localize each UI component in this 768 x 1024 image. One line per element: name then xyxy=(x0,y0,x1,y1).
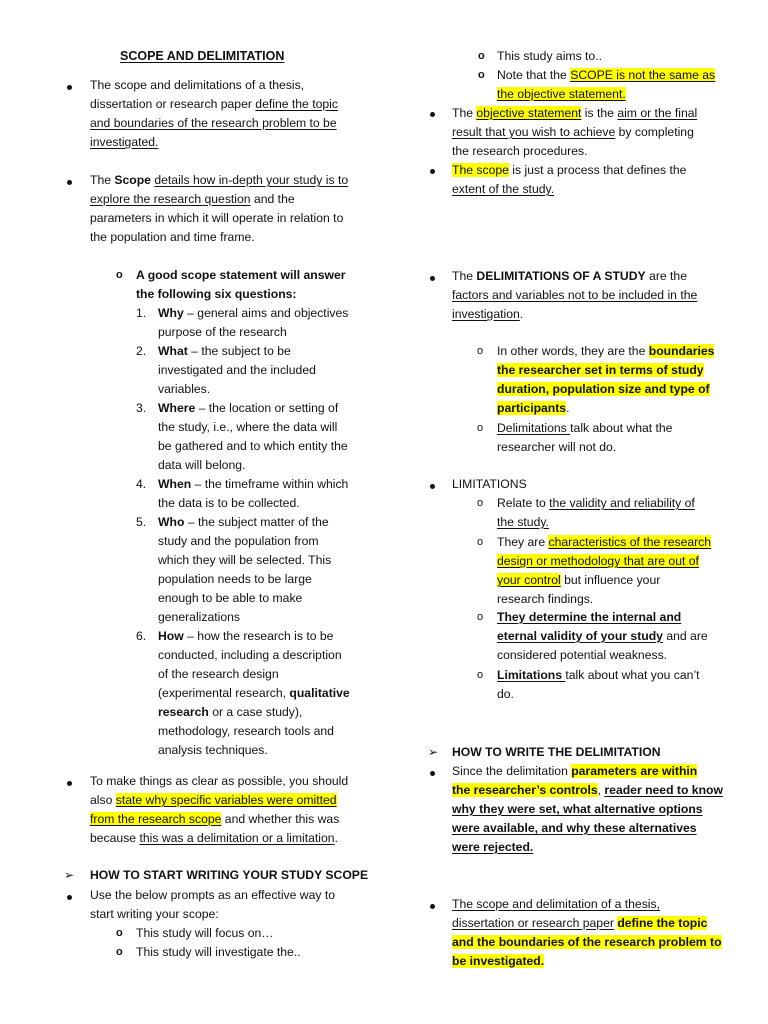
text-run: define the topic xyxy=(255,97,338,111)
text-run: and the boundaries of the research problem to xyxy=(452,935,722,949)
text-run: Relate to xyxy=(497,496,550,510)
text-line xyxy=(158,684,350,703)
text-line xyxy=(90,228,255,247)
text-line xyxy=(158,532,319,551)
text-line xyxy=(452,819,697,838)
text-run: the study. xyxy=(497,515,549,529)
list-number: 2. xyxy=(136,344,147,358)
text-run: To make things as clear as possible, you should xyxy=(90,774,349,788)
text-run: considered potential weakness. xyxy=(497,648,668,662)
text-line xyxy=(158,323,287,342)
how-to-write-heading: HOW TO WRITE THE DELIMITATION xyxy=(452,745,661,759)
text-line xyxy=(90,905,219,924)
text-run: are the xyxy=(645,269,687,283)
text-line xyxy=(497,685,514,704)
text-line xyxy=(158,741,268,760)
text-run: extent of the study. xyxy=(452,182,555,196)
bullet-icon xyxy=(67,180,72,185)
text-run: why they were set, what alternative options xyxy=(452,802,703,816)
text-run: data will belong. xyxy=(158,458,246,472)
text-line xyxy=(158,513,329,532)
text-run: Scope xyxy=(114,173,151,187)
text-run: the researcher set in terms of study xyxy=(497,363,704,377)
text-run: The xyxy=(452,106,477,120)
text-line xyxy=(497,513,549,532)
prompt-item: This study will investigate the.. xyxy=(136,945,301,959)
text-line xyxy=(497,361,704,380)
list-number: 1. xyxy=(136,306,147,320)
text-run: and boundaries of the research problem to be xyxy=(90,116,337,130)
text-run: DELIMITATIONS OF A STUDY xyxy=(476,269,646,283)
text-line xyxy=(158,418,337,437)
text-run: the following six questions: xyxy=(136,287,297,301)
circle-bullet-icon: o xyxy=(477,611,484,623)
bullet-icon xyxy=(430,169,435,174)
text-run: researcher will not do. xyxy=(497,440,617,454)
text-run: and are xyxy=(662,629,708,643)
text-line xyxy=(158,589,302,608)
text-line xyxy=(158,475,348,494)
text-run: parameters are within xyxy=(571,764,698,778)
list-number: 3. xyxy=(136,401,147,415)
text-run: but influence your xyxy=(560,573,661,587)
text-run: In other words, they are the xyxy=(497,344,649,358)
text-line xyxy=(497,494,695,513)
text-line xyxy=(497,590,593,609)
text-line xyxy=(452,180,554,199)
text-run: the data is to be collected. xyxy=(158,496,300,510)
text-line xyxy=(158,722,334,741)
text-line xyxy=(90,810,339,829)
text-run: investigated and the included xyxy=(158,363,316,377)
circle-bullet-icon: o xyxy=(116,269,123,281)
text-run: research findings. xyxy=(497,592,594,606)
text-run: – the location or setting of xyxy=(195,401,339,415)
text-run: methodology, research tools and xyxy=(158,724,334,738)
text-run: . xyxy=(519,307,524,321)
text-run: They determine the internal and xyxy=(497,610,682,624)
text-line xyxy=(452,838,533,857)
text-run: – how the research is to be xyxy=(183,629,334,643)
text-run: research xyxy=(158,705,209,719)
page-title: SCOPE AND DELIMITATION xyxy=(120,49,285,63)
text-run: factors and variables not to be included in the xyxy=(452,288,698,302)
text-run: investigated. xyxy=(90,135,159,149)
text-line xyxy=(497,419,672,438)
circle-bullet-icon: o xyxy=(477,345,484,357)
bullet-icon xyxy=(67,895,72,900)
text-run: This study aims to.. xyxy=(497,49,602,63)
bullet-icon xyxy=(67,781,72,786)
text-line xyxy=(158,304,348,323)
text-run: do. xyxy=(497,687,514,701)
text-run: The scope and delimitation of a thesis, xyxy=(452,897,660,911)
text-run: analysis techniques. xyxy=(158,743,268,757)
text-line xyxy=(158,342,291,361)
text-line xyxy=(452,781,723,800)
text-run: by completing xyxy=(615,125,694,139)
text-run: How xyxy=(158,629,184,643)
text-line xyxy=(452,952,544,971)
bullet-icon xyxy=(430,484,435,489)
text-run: eternal validity of your study xyxy=(497,629,663,643)
text-run: Use the below prompts as an effective way to xyxy=(90,888,336,902)
circle-bullet-icon: o xyxy=(477,422,484,434)
text-line xyxy=(158,399,338,418)
text-line xyxy=(497,47,602,66)
text-line xyxy=(158,437,348,456)
text-line xyxy=(158,380,210,399)
text-run: be gathered and to which entity the xyxy=(158,439,348,453)
how-to-start-heading: HOW TO START WRITING YOUR STUDY SCOPE xyxy=(90,868,369,882)
text-line xyxy=(452,305,523,324)
text-run: reader need to know xyxy=(604,783,723,797)
arrow-bullet-icon: ➢ xyxy=(64,868,75,882)
circle-bullet-icon: o xyxy=(478,69,485,81)
text-run: were available, and why these alternatives xyxy=(452,821,697,835)
text-run: result that you wish to achieve xyxy=(452,125,616,139)
list-number: 4. xyxy=(136,477,147,491)
text-run: your control xyxy=(497,573,561,587)
text-line xyxy=(497,66,715,85)
text-run: Limitations xyxy=(497,668,566,682)
text-run: dissertation or research paper xyxy=(452,916,614,930)
text-run: Delimitations xyxy=(497,421,571,435)
circle-bullet-icon: o xyxy=(116,946,123,958)
text-run: the objective statement. xyxy=(497,87,626,101)
text-run: – general aims and objectives xyxy=(183,306,349,320)
text-line xyxy=(452,123,694,142)
text-line xyxy=(158,570,312,589)
text-run: The scope xyxy=(452,163,509,177)
text-line xyxy=(90,133,158,152)
text-run: investigation xyxy=(452,307,520,321)
text-run: – the subject matter of the xyxy=(184,515,329,529)
text-run: – the subject to be xyxy=(187,344,291,358)
text-run: . xyxy=(566,401,570,415)
text-run: were rejected. xyxy=(452,840,534,854)
text-line xyxy=(497,399,569,418)
text-line xyxy=(90,95,338,114)
text-run: talk about what you can’t xyxy=(565,668,700,682)
text-run: SCOPE is not the same as xyxy=(570,68,716,82)
text-line xyxy=(452,104,697,123)
bullet-icon xyxy=(430,112,435,117)
text-line xyxy=(158,627,333,646)
text-line xyxy=(90,190,295,209)
text-line xyxy=(136,266,346,285)
text-line xyxy=(497,533,711,552)
text-run: boundaries xyxy=(648,344,715,358)
text-run: participants xyxy=(497,401,567,415)
text-run: population needs to be large xyxy=(158,572,312,586)
text-line xyxy=(452,933,722,952)
text-line xyxy=(497,85,626,104)
text-line xyxy=(158,608,240,627)
circle-bullet-icon: o xyxy=(477,669,484,681)
text-line xyxy=(452,161,686,180)
text-run: . xyxy=(334,831,338,845)
text-run: purpose of the research xyxy=(158,325,287,339)
list-number: 6. xyxy=(136,629,147,643)
text-line xyxy=(452,762,697,781)
text-line xyxy=(497,438,616,457)
text-run: which they will be selected. This xyxy=(158,553,332,567)
circle-bullet-icon: o xyxy=(116,927,123,939)
text-run: They are xyxy=(497,535,549,549)
text-run: or a case study), xyxy=(208,705,303,719)
text-run: parameters in which it will operate in relation to xyxy=(90,211,344,225)
text-line xyxy=(158,456,245,475)
text-run: talk about what the xyxy=(570,421,673,435)
text-run: generalizations xyxy=(158,610,240,624)
text-run: of the research design xyxy=(158,667,279,681)
text-line xyxy=(136,285,296,304)
text-line xyxy=(497,627,708,646)
text-line xyxy=(452,286,697,305)
text-run: conducted, including a description xyxy=(158,648,342,662)
text-run: be investigated. xyxy=(452,954,545,968)
text-line xyxy=(158,361,316,380)
text-run: duration, population size and type of xyxy=(497,382,710,396)
text-run: design or methodology that are out of xyxy=(497,554,699,568)
text-run: What xyxy=(158,344,188,358)
text-run: Note that the xyxy=(497,68,571,82)
text-run: the researcher’s controls xyxy=(452,783,598,797)
text-run: is the xyxy=(581,106,618,120)
text-run: define the topic xyxy=(617,916,708,930)
text-run: this was a delimitation or a limitation xyxy=(139,831,335,845)
text-line xyxy=(158,551,331,570)
text-line xyxy=(90,772,348,791)
text-line xyxy=(90,209,343,228)
text-run: (experimental research, xyxy=(158,686,290,700)
text-run: Why xyxy=(158,306,184,320)
text-run: When xyxy=(158,477,192,491)
text-run: enough to be able to make xyxy=(158,591,303,605)
text-run: characteristics of the research xyxy=(548,535,712,549)
text-line xyxy=(90,886,335,905)
text-run: A good scope statement will answer xyxy=(136,268,346,282)
text-run: explore the research question xyxy=(90,192,251,206)
text-run: aim or the final xyxy=(617,106,698,120)
text-line xyxy=(497,552,699,571)
text-line xyxy=(158,646,342,665)
text-run: objective statement xyxy=(476,106,582,120)
text-run: the research procedures. xyxy=(452,144,588,158)
bullet-icon xyxy=(430,276,435,281)
text-run: Since the delimitation xyxy=(452,764,572,778)
text-line xyxy=(452,142,588,161)
bullet-icon xyxy=(67,85,72,90)
text-run: from the research scope xyxy=(90,812,222,826)
text-line xyxy=(90,829,338,848)
text-run: state why specific variables were omitted xyxy=(115,793,337,807)
text-run: because xyxy=(90,831,140,845)
text-line xyxy=(452,800,703,819)
text-run: , xyxy=(597,783,605,797)
text-line xyxy=(90,114,337,133)
text-run: details how in-depth your study is to xyxy=(154,173,349,187)
text-line xyxy=(90,171,348,190)
text-run: The scope and delimitations of a thesis, xyxy=(90,78,305,92)
text-line xyxy=(158,665,279,684)
text-line xyxy=(452,267,687,286)
text-run: the study, i.e., where the data will xyxy=(158,420,338,434)
text-line xyxy=(90,791,337,810)
bullet-icon xyxy=(430,904,435,909)
text-line xyxy=(497,646,667,665)
text-run: is just a process that defines the xyxy=(508,163,687,177)
bullet-icon xyxy=(430,771,435,776)
text-run: and whether this was xyxy=(221,812,340,826)
text-line xyxy=(452,895,660,914)
text-line xyxy=(158,494,300,513)
text-line xyxy=(158,703,302,722)
text-run: also xyxy=(90,793,116,807)
text-run: and the xyxy=(250,192,295,206)
circle-bullet-icon: o xyxy=(478,50,485,62)
circle-bullet-icon: o xyxy=(477,536,484,548)
circle-bullet-icon: o xyxy=(477,497,484,509)
text-run: dissertation or research paper xyxy=(90,97,256,111)
text-run: Who xyxy=(158,515,185,529)
list-number: 5. xyxy=(136,515,147,529)
text-run: study and the population from xyxy=(158,534,319,548)
text-line xyxy=(497,380,710,399)
text-run: the population and time frame. xyxy=(90,230,255,244)
text-run: start writing your scope: xyxy=(90,907,219,921)
text-run: variables. xyxy=(158,382,211,396)
prompt-item: This study will focus on… xyxy=(136,926,274,940)
text-line xyxy=(497,608,681,627)
text-line xyxy=(452,914,707,933)
text-run: qualitative xyxy=(289,686,350,700)
text-line xyxy=(497,342,714,361)
text-line xyxy=(497,666,700,685)
text-line xyxy=(90,76,304,95)
arrow-bullet-icon: ➢ xyxy=(428,745,439,759)
text-run: Where xyxy=(158,401,196,415)
text-run: – the timeframe within which xyxy=(191,477,349,491)
limitations-heading: LIMITATIONS xyxy=(452,477,527,491)
text-run: The xyxy=(90,173,115,187)
text-run: The xyxy=(452,269,477,283)
text-line xyxy=(497,571,660,590)
text-run: the validity and reliability of xyxy=(549,496,695,510)
